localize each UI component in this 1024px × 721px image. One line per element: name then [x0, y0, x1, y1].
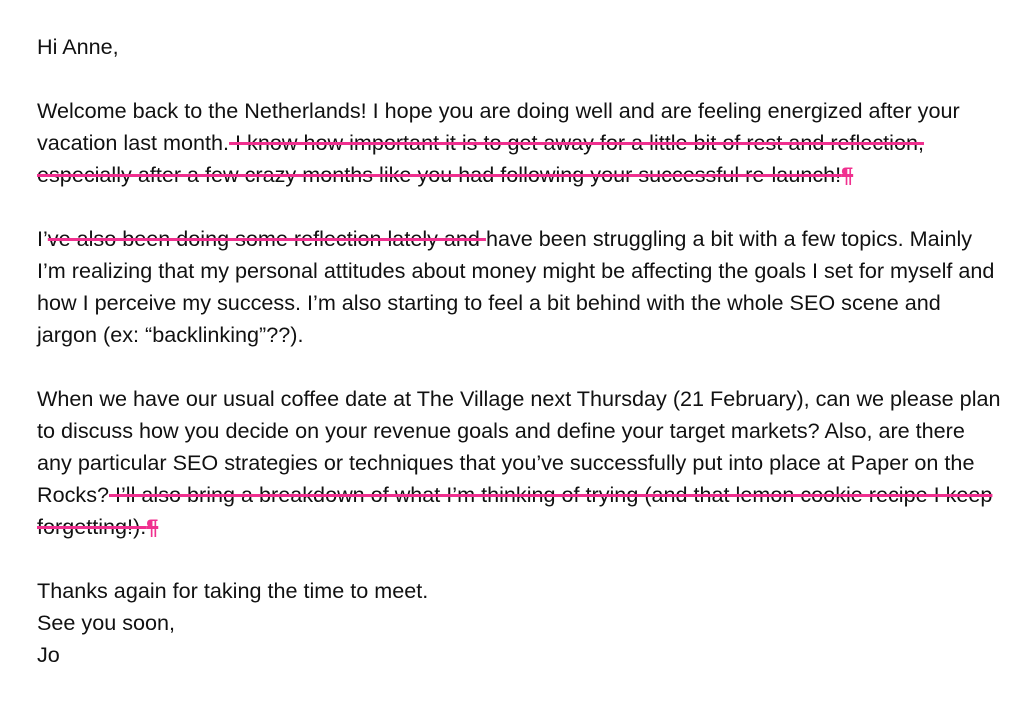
paragraph-spacer — [37, 191, 1002, 223]
paragraph-struggles-kept-start: I’ — [37, 226, 48, 251]
signature — [37, 639, 1002, 671]
tracked-deletion: ve also been doing some reflection lately and — [47, 226, 486, 251]
closing-thanks-text: Thanks again for taking the time to meet. — [37, 578, 429, 603]
paragraph-coffee-date-kept: When we have our usual coffee date at The Village next Thursday (21 February), can we please plan to discuss how you decide on your revenue goals and define your target markets? Also, are there any particular SEO strategies or techniques that you’ve successfully put into place at Paper on the Rocks? — [37, 386, 1001, 507]
paragraph-spacer — [37, 63, 1002, 95]
closing-sign-off-text: See you soon, — [37, 610, 176, 635]
tracked-deletion — [37, 482, 992, 539]
paragraph-struggles-kept-end: have been struggling a bit with a few topics. Mainly I’m realizing that my personal attitudes about money might be affecting the goals I set for myself and how I perceive my success. I’m also starting to feel a bit behind with the whole SEO scene and jargon (ex: “backlinking”??). — [37, 226, 995, 347]
paragraph-coffee-date — [37, 383, 1002, 543]
paragraph-welcome-kept: Welcome back to the Netherlands! I hope you are doing well and are feeling energized after your vacation last month. — [37, 98, 960, 155]
tracked-deletion-text: I know how important it is to get away for a little bit of rest and reflection, especially after a few crazy months like you had following your successful re-launch! — [37, 130, 924, 187]
closing-sign-off — [37, 607, 1002, 639]
pilcrow-mark: ¶ — [146, 514, 159, 539]
pilcrow-mark: ¶ — [841, 162, 854, 187]
tracked-deletion-text: I’ll also bring a breakdown of what I’m thinking of trying (and that lemon cookie recipe I keep forgetting!). — [37, 482, 993, 539]
paragraph-welcome — [37, 95, 1002, 191]
paragraph-spacer — [37, 543, 1002, 575]
closing-thanks — [37, 575, 1002, 607]
paragraph-spacer — [37, 351, 1002, 383]
paragraph-struggles — [37, 223, 1002, 351]
signature-text: Jo — [37, 642, 60, 667]
letter-document — [37, 31, 1002, 671]
greeting-text: Hi Anne, — [37, 34, 119, 59]
greeting — [37, 31, 1002, 63]
